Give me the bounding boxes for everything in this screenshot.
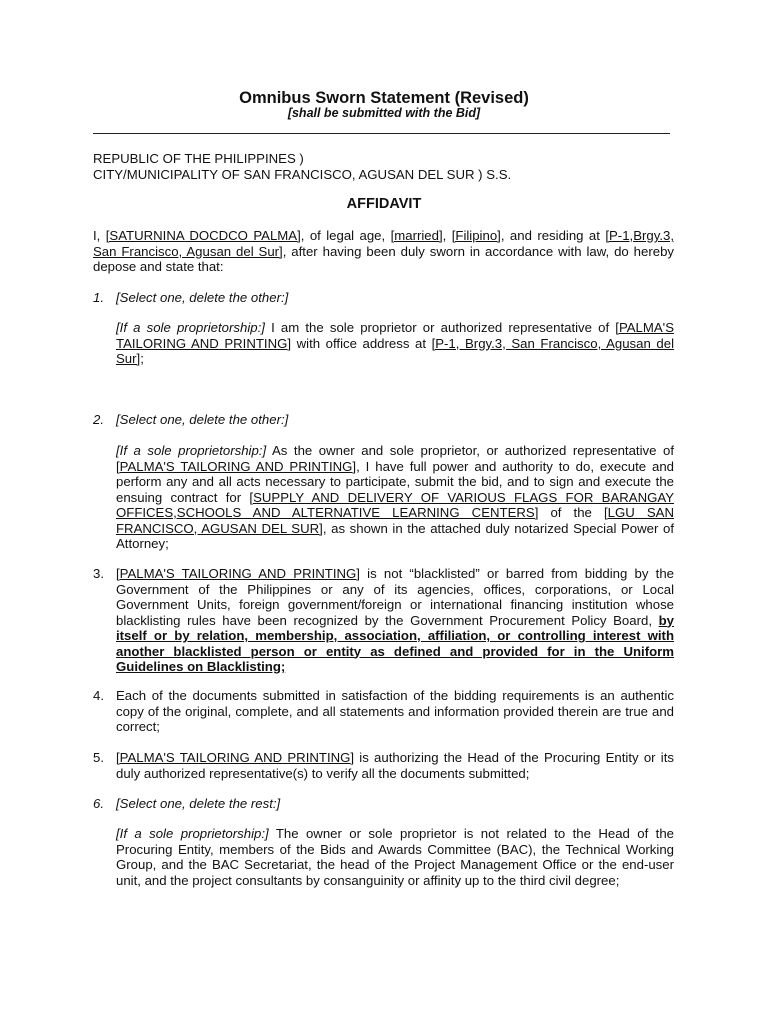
item-lead: [If a sole proprietorship:] (116, 826, 269, 841)
item-instruction: [Select one, delete the rest:] (116, 796, 281, 811)
item-text: is authorizing the Head of the Procuring Entity or its duly authorized representative(s) to verify all the documents submitted; (116, 750, 674, 781)
item-text: is not “blacklisted” or barred from bidding by the Government of the Philippines or any of its agencies, offices, corporations, or Local Government Units, foreign government/foreign or international financing institution whose blacklisting rules have been recognized by the Government Procurement Policy Board, (116, 566, 675, 628)
item-4-paragraph: Each of the documents submitted in satisfaction of the bidding requirements is an authentic copy of the original, complete, and all statements and information provided therein are true and correct; (116, 688, 674, 734)
item-number: 2. (93, 412, 104, 427)
item-text: I am the sole proprietor or authorized representative of (264, 320, 616, 335)
project-name: [SUPPLY AND DELIVERY OF VARIOUS FLAGS FOR BARANGAY OFFICES,SCHOOLS AND ALTERNATIVE LEARNING CENTERS] (116, 489, 674, 520)
affidavit-heading: AFFIDAVIT (346, 196, 422, 212)
item-2-paragraph (116, 443, 674, 552)
intro-paragraph (93, 228, 674, 275)
item-number: 4. (93, 688, 104, 703)
intro-text: I, (93, 228, 106, 243)
document-subtitle: [shall be submitted with the Bid] (287, 106, 481, 120)
item-3-paragraph (116, 566, 674, 675)
intro-text: , (442, 228, 452, 243)
venue-line-1: REPUBLIC OF THE PHILIPPINES ) (93, 151, 304, 166)
item-text: As the owner and sole proprietor, or authorized representative of (266, 443, 674, 458)
item-text: , as shown in the attached duly notarized Special Power of Attorney; (116, 520, 674, 551)
blacklisting-clause: by itself or by relation, membership, association, affiliation, or controlling interest with another blacklisted person or entity as defined and provided for in the Uniform Guidelines on Blacklisting; (116, 612, 674, 674)
document-title: Omnibus Sworn Statement (Revised) (239, 89, 529, 107)
intro-text: , and residing at (500, 228, 606, 243)
item-text: of the (538, 505, 604, 520)
header-divider (93, 133, 670, 134)
office-address: [P-1, Brgy.3, San Francisco, Agusan del Sur] (116, 335, 674, 366)
item-number: 3. (93, 566, 104, 581)
civil-status: [married] (390, 228, 443, 243)
nationality: [Filipino] (451, 228, 501, 243)
company-name: [PALMA'S TAILORING AND PRINTING] (116, 566, 360, 581)
company-name: [PALMA'S TAILORING AND PRINTING] (116, 320, 674, 351)
item-number: 1. (93, 290, 104, 305)
intro-text: , after having been duly sworn in accordance with law, do hereby depose and state that: (93, 243, 675, 274)
company-name: [PALMA'S TAILORING AND PRINTING] (116, 750, 355, 765)
item-instruction: [Select one, delete the other:] (116, 290, 289, 305)
affiant-name: [SATURNINA DOCDCO PALMA] (105, 228, 301, 243)
item-number: 6. (93, 796, 104, 811)
item-lead: [If a sole proprietorship:] (116, 443, 267, 458)
item-lead: [If a sole proprietorship:] (116, 320, 265, 335)
item-instruction: [Select one, delete the other:] (116, 412, 289, 427)
company-name: [PALMA'S TAILORING AND PRINTING] (116, 458, 357, 474)
venue-block (93, 151, 693, 182)
item-text: The owner or sole proprietor is not related to the Head of the Procuring Entity, members of the Bids and Awards Committee (BAC), the Technical Working Group, and the BAC Secretariat, the head of the Project Management Office or the end-user unit, and the project consultants by consanguinity or affinity up to the third civil degree; (116, 826, 674, 888)
item-6-paragraph (116, 826, 674, 888)
item-1-paragraph (116, 320, 674, 367)
intro-text: , of legal age, (300, 228, 391, 243)
venue-line-2: CITY/MUNICIPALITY OF SAN FRANCISCO, AGUSAN DEL SUR ) S.S. (93, 166, 512, 182)
item-text: with office address at (291, 335, 432, 351)
procuring-entity: [LGU SAN FRANCISCO, AGUSAN DEL SUR] (116, 505, 674, 536)
item-5-paragraph (116, 750, 674, 781)
item-text: ; (140, 351, 144, 366)
item-number: 5. (93, 750, 104, 765)
residence-address: [P-1,Brgy.3, San Francisco, Agusan del Sur] (93, 228, 674, 259)
item-text: , I have full power and authority to do, execute and perform any and all acts necessary to participate, submit the bid, and to sign and execute the ensuing contract for (116, 458, 675, 505)
